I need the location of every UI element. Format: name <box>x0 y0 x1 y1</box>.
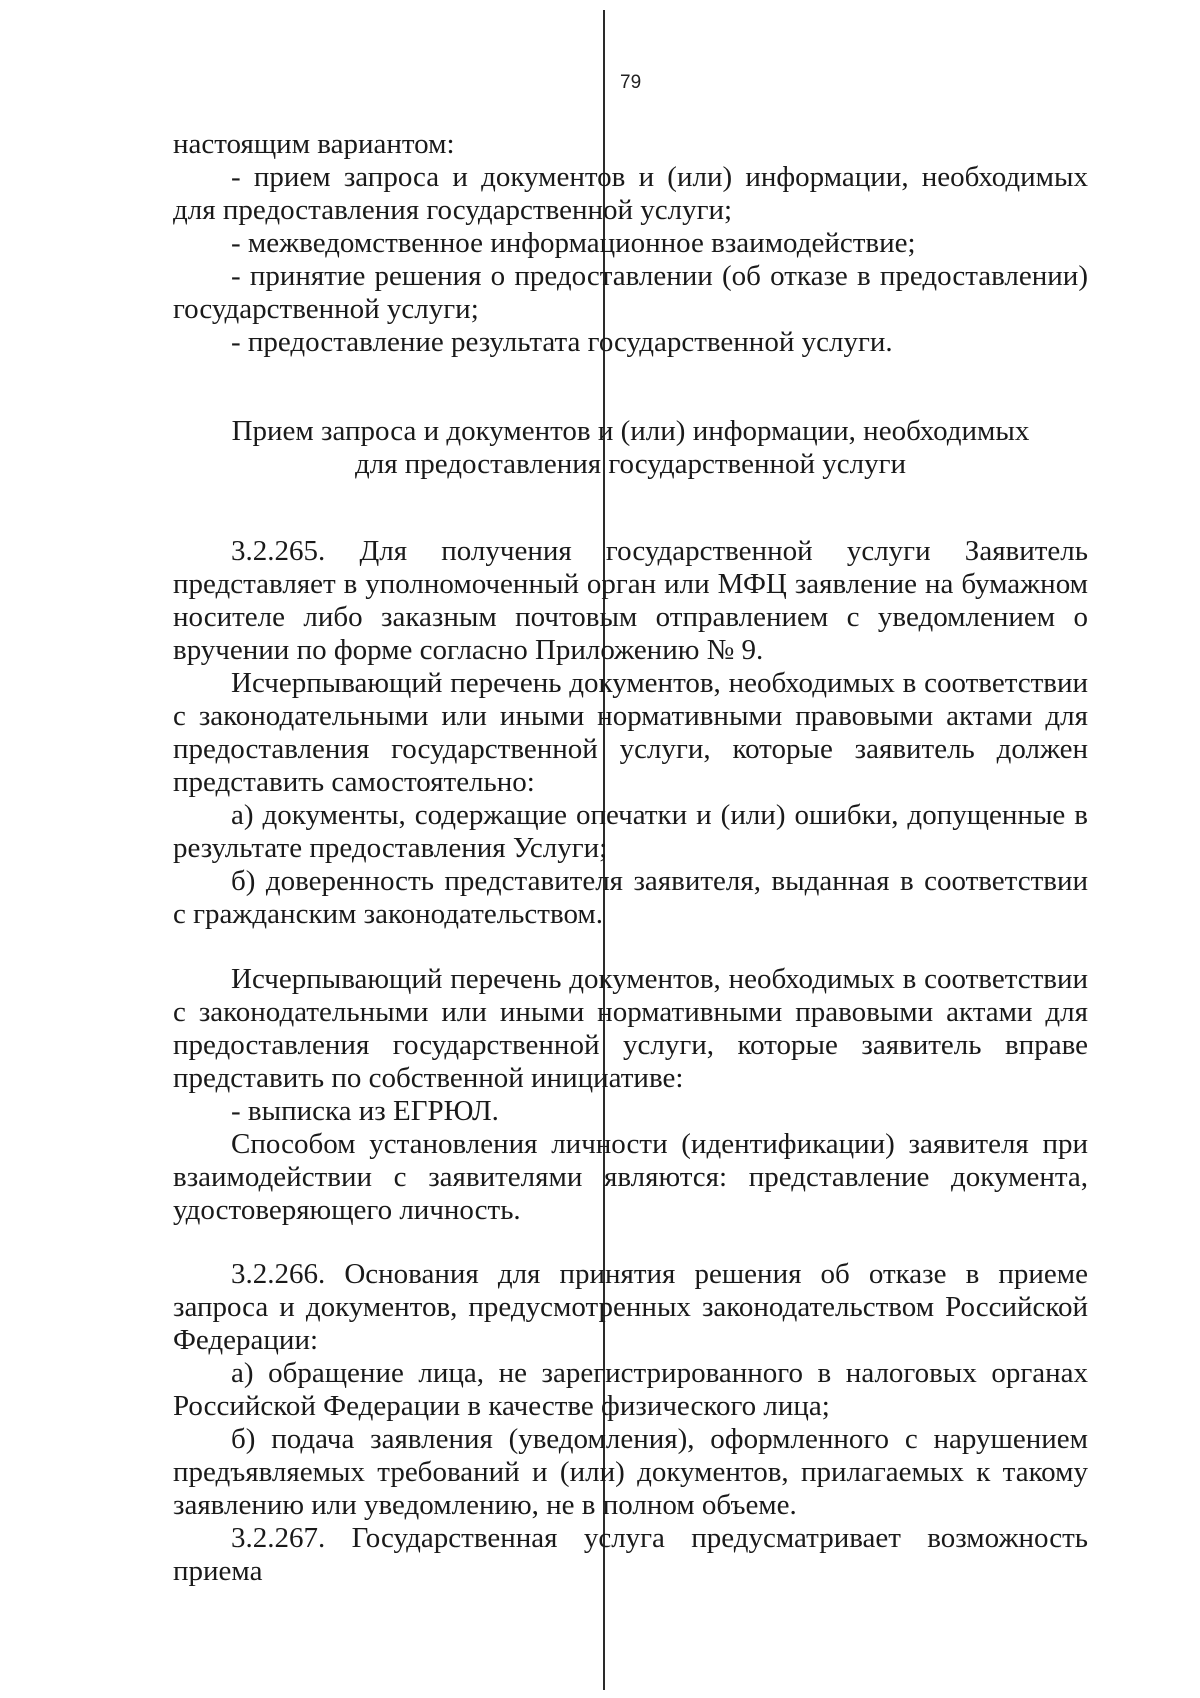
paragraph-optional-0: Исчерпывающий перечень документов, необходимых в соответствии с законодательными или иными нормативными правовыми актами для предоставления государственной услуги, которые заявитель вправе представить по собственной инициативе: <box>173 963 1088 1094</box>
section-heading-line-2: для предоставления государственной услуги <box>354 448 907 480</box>
section-heading <box>173 415 1088 481</box>
section-heading-line-1: Прием запроса и документов и (или) информации, необходимых <box>231 415 1030 447</box>
intro-section <box>173 128 1088 359</box>
paragraph-optional-2: Способом установления личности (идентификации) заявителя при взаимодействии с заявителями являются: представление документа, удостоверяющего личность. <box>173 1128 1088 1226</box>
paragraph-266-1: а) обращение лица, не зарегистрированного в налоговых органах Российской Федерации в качестве физического лица; <box>173 1357 1088 1422</box>
intro-line-1: - прием запроса и документов и (или) информации, необходимых для предоставления государственной услуги; <box>173 161 1088 226</box>
paragraph-266-0: 3.2.266. Основания для принятия решения об отказе в приеме запроса и документов, предусмотренных законодательством Российской Федерации: <box>173 1258 1088 1356</box>
intro-line-0: настоящим вариантом: <box>173 128 455 160</box>
page-number: 79 <box>620 72 642 93</box>
paragraph-265-2: а) документы, содержащие опечатки и (или) ошибки, допущенные в результате предоставления Услуги; <box>173 799 1088 864</box>
intro-line-3: - принятие решения о предоставлении (об отказе в предоставлении) государственной услуги; <box>173 260 1088 325</box>
intro-line-4: - предоставление результата государственной услуги. <box>231 326 893 358</box>
paragraph-267-0: 3.2.267. Государственная услуга предусматривает возможность приема <box>173 1522 1088 1587</box>
paragraph-265-3: б) доверенность представителя заявителя, выданная в соответствии с гражданским законодательством. <box>173 865 1088 930</box>
paragraph-optional-1: - выписка из ЕГРЮЛ. <box>231 1095 499 1127</box>
paragraph-265-1: Исчерпывающий перечень документов, необходимых в соответствии с законодательными или иными нормативными правовыми актами для предоставления государственной услуги, которые заявитель должен представить самостоятельно: <box>173 667 1088 798</box>
block-267 <box>173 1522 1088 1588</box>
paragraph-266-2: б) подача заявления (уведомления), оформленного с нарушением предъявляемых требований и (или) документов, прилагаемых к такому заявлению или уведомлению, не в полном объеме. <box>173 1423 1088 1521</box>
block-266 <box>173 1258 1088 1522</box>
intro-line-2: - межведомственное информационное взаимодействие; <box>231 227 916 259</box>
block-265 <box>173 535 1088 931</box>
block-optional-documents <box>173 963 1088 1227</box>
paragraph-265-0: 3.2.265. Для получения государственной услуги Заявитель представляет в уполномоченный орган или МФЦ заявление на бумажном носителе либо заказным почтовым отправлением с уведомлением о вручении по форме согласно Приложению № 9. <box>173 535 1088 666</box>
